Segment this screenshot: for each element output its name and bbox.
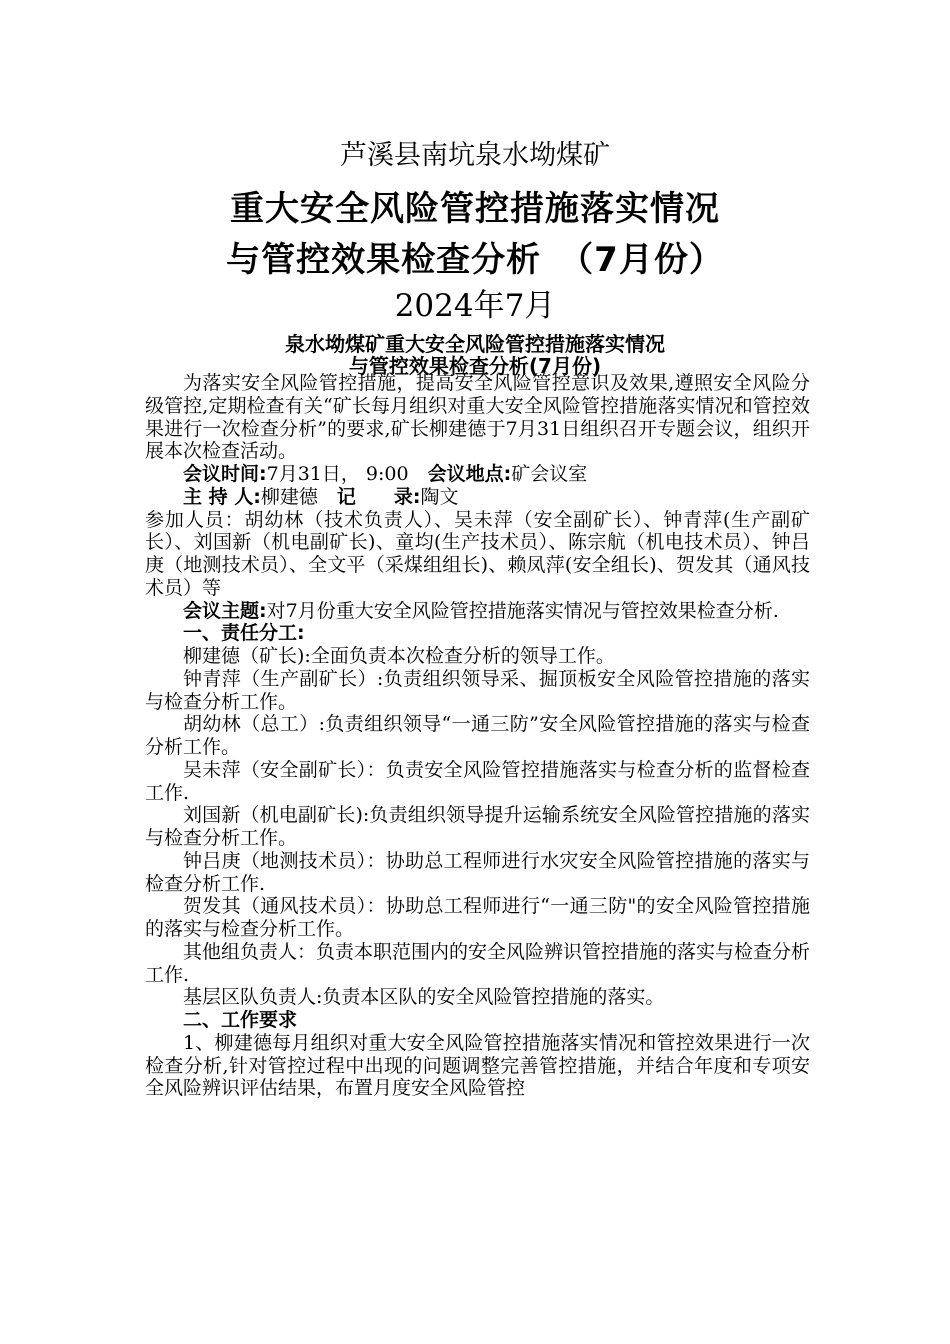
meeting-topic-value: 对7月份重大安全风险管控措施落实情况与管控效果检查分析.	[266, 599, 779, 622]
title-line-2: 与管控效果检查分析 （7月份）	[226, 240, 724, 280]
report-date: 2024年7月	[394, 288, 556, 324]
mine-name: 芦溪县南坑泉水坳煤矿	[340, 140, 610, 171]
subtitle-line-2: 与管控效果检查分析(7月份)	[348, 354, 602, 378]
meeting-topic-paragraph	[145, 600, 810, 623]
meeting-topic-label: 会议主题:	[183, 599, 267, 622]
meeting-host-value: 柳建德	[260, 485, 318, 508]
meeting-host-label: 主 持 人:	[183, 485, 261, 508]
responsibility-item: 胡幼林（总工）:负责组织领导“一通三防”安全风险管控措施的落实与检查分析工作。	[145, 713, 810, 758]
responsibility-item: 钟青萍（生产副矿长）:负责组织领导采、掘顶板安全风险管控措施的落实与检查分析工作。	[145, 667, 810, 713]
meeting-recorder-label: 记 录:	[336, 485, 421, 508]
responsibility-item: 吴未萍（安全副矿长）：负责安全风险管控措施落实与检查分析的监督检查工作.	[145, 758, 810, 804]
responsibility-item: 贺发其（通风技术员）：协助总工程师进行“一通三防"的安全风险管控措施的落实与检查分析工作。	[145, 895, 810, 940]
meeting-place-value: 矿会议室	[511, 463, 588, 485]
attendees-paragraph: 参加人员：胡幼林（技术负责人）、吴未萍（安全副矿长）、钟青萍(生产副矿长）、刘国新（机电副矿长)、童均(生产技术员）、陈宗航（机电技术员）、钟吕庚（地测技术员）、全文平（采煤组组长)、赖凤萍(安全组长)、贺发其（通风技术员）等	[145, 508, 810, 599]
responsibility-item: 其他组负责人：负责本职范围内的安全风险辨识管控措施的落实与检查分析工作.	[145, 940, 811, 986]
meeting-place-label: 会议地点:	[427, 463, 512, 485]
responsibility-item: 钟吕庚（地测技术员）：协助总工程师进行水灾安全风险管控措施的落实与检查分析工作.	[145, 849, 810, 895]
meeting-time-value: 7月31日， 9:00	[266, 463, 409, 485]
document-body	[145, 372, 810, 1100]
responsibility-item: 刘国新（机电副矿长):负责组织领导提升运输系统安全风险管控措施的落实与检查分析工作。	[145, 804, 810, 849]
meeting-time-line	[145, 463, 810, 486]
requirement-item: 1、柳建德每月组织对重大安全风险管控措施落实情况和管控效果进行一次检查分析,针对管控过程中出现的问题调整完善管控措施，并结合年度和专项安全风险辨识评估结果，布置月度安全风险管控	[145, 1031, 810, 1100]
responsibility-item: 基层区队负责人:负责本区队的安全风险管控措施的落实。	[183, 986, 665, 1009]
section-heading-requirements: 二、工作要求	[183, 1009, 298, 1031]
meeting-recorder-value: 陶文	[420, 485, 459, 508]
subtitle-line-1: 泉水坳煤矿重大安全风险管控措施落实情况	[285, 332, 665, 356]
meeting-time-label: 会议时间:	[183, 463, 267, 485]
intro-paragraph: 为落实安全风险管控措施，提高安全风险管控意识及效果,遵照安全风险分级管控,定期检查有关“矿长每月组织对重大安全风险管控措施落实情况和管控效果进行一次检查分析”的要求,矿长柳建德于7月31日组织召开专题会议，组织开展本次检查活动。	[145, 372, 810, 463]
title-line-1: 重大安全风险管控措施落实情况	[230, 189, 720, 229]
responsibility-item: 柳建德（矿长):全面负责本次检查分析的领导工作。	[183, 645, 615, 667]
meeting-host-line	[145, 486, 810, 509]
section-heading-responsibility: 一、责任分工:	[183, 622, 305, 645]
